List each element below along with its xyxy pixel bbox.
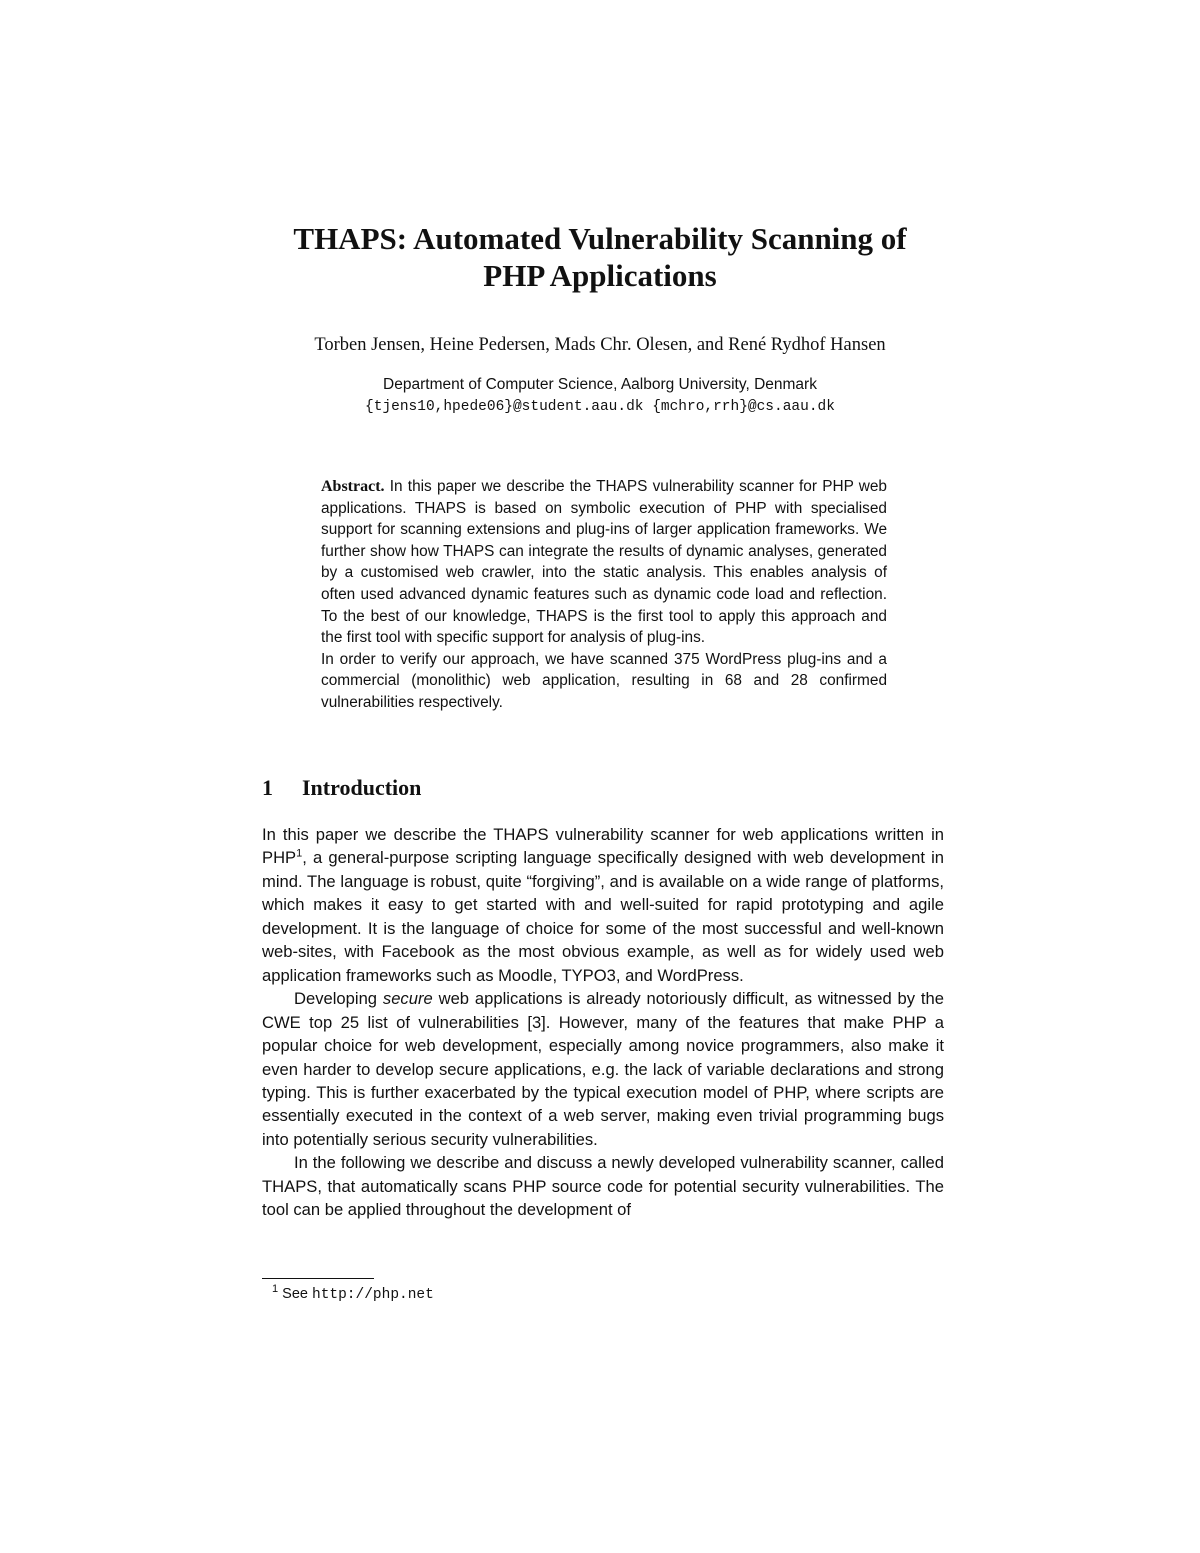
footnote-ref: 1 (296, 847, 303, 860)
author-emails: {tjens10,hpede06}@student.aau.dk {mchro,rrh}@cs.aau.dk (365, 399, 835, 415)
abstract (321, 476, 887, 714)
section-number: 1 (262, 775, 273, 800)
body-p2-text-b: web applications is already notoriously difficult, as witnessed by the CWE top 25 list of vulnerabilities [3]. However, many of the features that make PHP a popular choice for web development, especially among novice programmers, also make it even harder to develop secure applications, e.g. the lack of variable declarations and strong typing. This is further exacerbated by the typical execution model of PHP, where scripts are essentially executed in the context of a web server, making even trivial programming bugs into potentially serious security vulnerabilities. (262, 989, 944, 1149)
body-p2-text-a: Developing (294, 989, 383, 1009)
body-p1-text-b: , a general-purpose scripting language specifically designed with web development in mind. The language is robust, quite “forgiving”, and is available on a wide range of platforms, which makes it easy to get started with and well-suited for rapid prototyping and agile development. It is the language of choice for some of the most successful and well-known web-sites, with Facebook as the most obvious example, as well as for widely used web application frameworks such as Moodle, TYPO3, and WordPress. (262, 848, 944, 985)
footnote-link[interactable]: http://php.net (312, 1287, 434, 1303)
body-paragraph-1 (262, 823, 944, 987)
author-list: Torben Jensen, Heine Pedersen, Mads Chr. Olesen, and René Rydhof Hansen (314, 335, 886, 355)
footnote-text: See (282, 1286, 308, 1302)
footnote-rule (262, 1278, 374, 1279)
body-paragraph-2 (262, 987, 944, 1151)
abstract-paragraph-2: In order to verify our approach, we have scanned 375 WordPress plug-ins and a commercial (monolithic) web application, resulting in 68 and 28 confirmed vulnerabilities respectively. (321, 650, 887, 711)
affiliation-block (0, 374, 1200, 418)
title-line-1: THAPS: Automated Vulnerability Scanning of (293, 221, 907, 256)
section-title: Introduction (302, 775, 422, 800)
abstract-text-1: In this paper we describe the THAPS vulnerability scanner for PHP web applications. THAPS is based on symbolic execution of PHP with specialised support for scanning extensions and plug-ins of larger application frameworks. We further show how THAPS can integrate the results of dynamic analyses, generated by a customised web crawler, into the static analysis. This enables analysis of often used advanced dynamic features such as dynamic code load and reflection. To the best of our knowledge, THAPS is the first tool to apply this approach and the first tool with specific support for analysis of plug-ins. (321, 478, 887, 647)
paper-title (0, 220, 1200, 294)
body-paragraph-3: In the following we describe and discuss a newly developed vulnerability scanner, called THAPS, that automatically scans PHP source code for potential security vulnerabilities. The tool can be applied throughout the development of (262, 1153, 944, 1220)
section-body (262, 823, 944, 1222)
footnote-marker: 1 (272, 1283, 279, 1296)
title-line-2: PHP Applications (483, 258, 717, 293)
abstract-paragraph-1 (321, 476, 887, 649)
body-p2-emphasis: secure (382, 989, 433, 1009)
footnote (272, 1284, 434, 1305)
section-heading (262, 774, 421, 802)
abstract-label: Abstract. (321, 478, 385, 495)
affiliation: Department of Computer Science, Aalborg University, Denmark (383, 376, 817, 393)
body-p1-text-a: In this paper we describe the THAPS vulnerability scanner for web applications written in PHP (262, 825, 944, 868)
